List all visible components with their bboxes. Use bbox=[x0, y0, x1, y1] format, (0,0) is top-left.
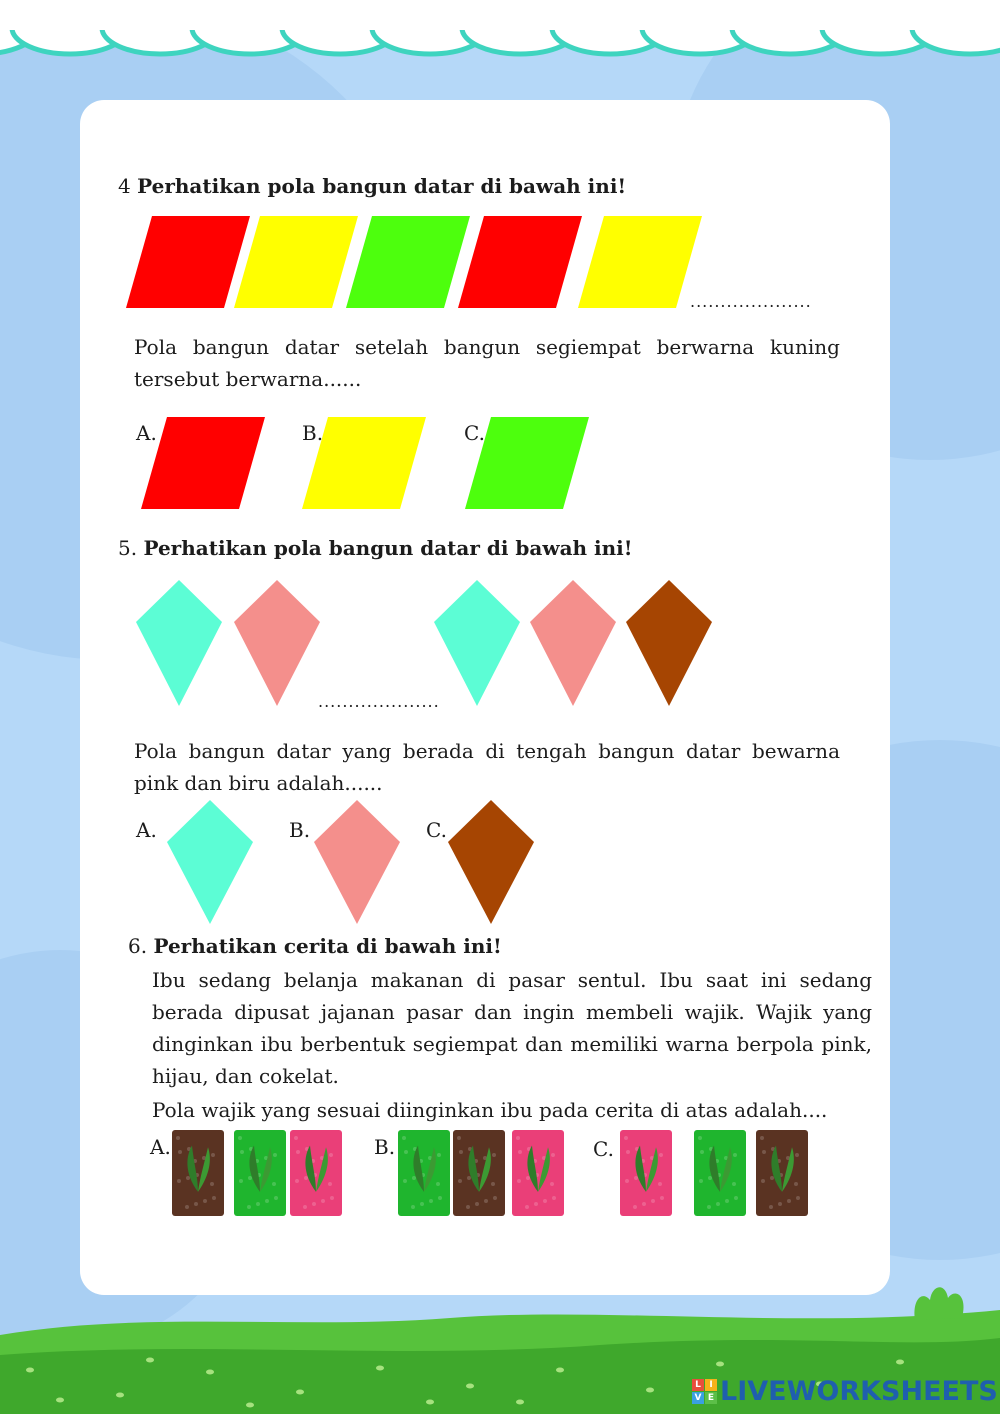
q5-option-c-label[interactable]: C. bbox=[426, 818, 447, 842]
q6-number: 6. bbox=[128, 934, 148, 958]
q4-number: 4 bbox=[118, 174, 131, 198]
q6-option-b-cake-1[interactable] bbox=[398, 1130, 450, 1216]
q4-option-a-label[interactable]: A. bbox=[136, 421, 157, 445]
q6-option-b-cake-3[interactable] bbox=[512, 1130, 564, 1216]
q6-option-c-label[interactable]: C. bbox=[593, 1137, 614, 1161]
q6-option-a-cake-2[interactable] bbox=[234, 1130, 286, 1216]
q6-option-b-label[interactable]: B. bbox=[374, 1135, 396, 1159]
q5-option-c-kite[interactable] bbox=[448, 800, 534, 924]
q4-pattern-shape-5 bbox=[578, 216, 702, 308]
q6-option-c-cake-2[interactable] bbox=[694, 1130, 746, 1216]
logo-mark-v: V bbox=[692, 1392, 704, 1404]
q6-option-a-cake-3[interactable] bbox=[290, 1130, 342, 1216]
liveworksheets-logo bbox=[692, 1374, 998, 1408]
q5-title bbox=[118, 536, 633, 560]
liveworksheets-brand: LIVEWORKSHEETS bbox=[720, 1375, 998, 1407]
logo-mark-e: E bbox=[705, 1392, 717, 1404]
q6-option-a-cake-1[interactable] bbox=[172, 1130, 224, 1216]
q4-option-c-label[interactable]: C. bbox=[464, 421, 485, 445]
logo-mark-i: I bbox=[705, 1379, 717, 1391]
q5-pattern-kite-6 bbox=[626, 580, 712, 706]
q4-title-text: Perhatikan pola bangun datar di bawah ini! bbox=[137, 174, 627, 198]
q5-option-a-kite[interactable] bbox=[167, 800, 253, 924]
q5-number: 5. bbox=[118, 536, 138, 560]
q5-option-b-label[interactable]: B. bbox=[289, 818, 311, 842]
q6-title-text: Perhatikan cerita di bawah ini! bbox=[153, 934, 502, 958]
q6-title bbox=[128, 934, 502, 958]
q6-option-b-cake-2[interactable] bbox=[453, 1130, 505, 1216]
q5-option-a-label[interactable]: A. bbox=[136, 818, 157, 842]
logo-mark-l: L bbox=[692, 1379, 704, 1391]
q4-pattern-shape-3 bbox=[346, 216, 470, 308]
q6-option-a-label[interactable]: A. bbox=[150, 1135, 171, 1159]
q6-question: Pola wajik yang sesuai diinginkan ibu pada cerita di atas adalah.... bbox=[152, 1098, 828, 1122]
q4-pattern-shape-1 bbox=[126, 216, 250, 308]
q5-pattern-kite-2 bbox=[234, 580, 320, 706]
liveworksheets-logo-mark bbox=[692, 1379, 717, 1404]
q6-story: Ibu sedang belanja makanan di pasar sentul. Ibu saat ini sedang berada dipusat jajanan pasar dan ingin membeli wajik. Wajik yang dinginkan ibu berbentuk segiempat dan memiliki warna berpola pink, hijau, dan cokelat. bbox=[152, 968, 872, 1088]
q5-option-b-kite[interactable] bbox=[314, 800, 400, 924]
q5-blank: .................... bbox=[318, 692, 440, 711]
q4-option-a-shape bbox=[141, 417, 265, 509]
q5-pattern-kite-5 bbox=[530, 580, 616, 706]
q5-title-text: Perhatikan pola bangun datar di bawah ini! bbox=[143, 536, 633, 560]
q4-option-b-label[interactable]: B. bbox=[302, 421, 324, 445]
q4-question: Pola bangun datar setelah bangun segiempat berwarna kuning tersebut berwarna...... bbox=[134, 335, 840, 391]
q5-pattern-kite-1 bbox=[136, 580, 222, 706]
q6-option-c-cake-3[interactable] bbox=[756, 1130, 808, 1216]
q4-pattern-shape-2 bbox=[234, 216, 358, 308]
q5-question: Pola bangun datar yang berada di tengah bangun datar bewarna pink dan biru adalah...... bbox=[134, 739, 840, 795]
q4-pattern-shape-4 bbox=[458, 216, 582, 308]
q6-option-c-cake-1[interactable] bbox=[620, 1130, 672, 1216]
q5-pattern-kite-4 bbox=[434, 580, 520, 706]
q4-blank: .................... bbox=[690, 292, 812, 311]
